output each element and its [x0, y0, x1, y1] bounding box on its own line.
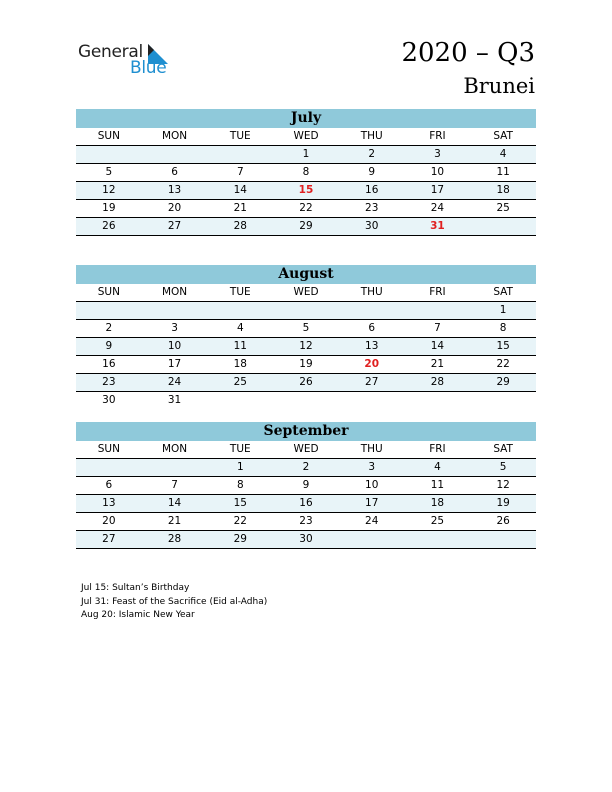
day-cell: 24 [365, 515, 379, 527]
weekday-label: WED [293, 130, 319, 142]
day-cell: 26 [299, 376, 313, 388]
month-august [76, 265, 536, 409]
week-row [76, 200, 536, 218]
day-cell: 17 [365, 497, 379, 509]
weekday-label: TUE [229, 443, 251, 455]
week-row [76, 477, 536, 495]
day-cell: 3 [434, 148, 441, 160]
day-cell [405, 531, 471, 548]
day-cell: 11 [430, 479, 445, 491]
weekday-label: SUN [97, 130, 120, 142]
day-cell: 12 [299, 340, 313, 352]
day-cell: 7 [434, 322, 441, 334]
day-cell [339, 531, 405, 548]
day-cell: 11 [496, 166, 510, 178]
day-cell: 14 [233, 184, 247, 196]
week-row [76, 218, 536, 236]
weekday-label: MON [161, 286, 188, 298]
day-cell: 6 [368, 322, 376, 334]
page-title: 2020 – Q3 [401, 38, 535, 68]
day-cell: 12 [496, 479, 510, 491]
weekday-label: TUE [229, 286, 251, 298]
week-row [76, 531, 536, 549]
day-cell: 30 [102, 394, 116, 406]
day-cell [142, 146, 208, 163]
day-cell: 13 [102, 497, 116, 509]
day-cell [142, 302, 208, 319]
weekday-label: THU [360, 443, 383, 455]
day-cell: 28 [167, 533, 182, 545]
day-cell: 30 [365, 220, 379, 232]
day-cell: 10 [430, 166, 445, 178]
logo-word-blue: Blue [130, 58, 167, 78]
day-cell: 2 [105, 322, 113, 334]
generalblue-logo [78, 42, 178, 78]
weekday-label: SUN [97, 286, 120, 298]
holiday-note: Jul 15: Sultan’s Birthday [81, 583, 190, 593]
day-cell: 29 [299, 220, 313, 232]
week-row [76, 356, 536, 374]
day-cell: 21 [167, 515, 182, 527]
weekday-label: WED [293, 443, 319, 455]
day-cell: 21 [430, 358, 445, 370]
weekday-label: FRI [429, 130, 446, 142]
day-cell: 26 [102, 220, 116, 232]
day-cell: 28 [233, 220, 247, 232]
weekday-label: SAT [493, 130, 513, 142]
day-cell: 27 [102, 533, 116, 545]
day-cell: 5 [499, 461, 507, 473]
day-cell: 19 [496, 497, 510, 509]
day-cell: 13 [167, 184, 182, 196]
day-cell: 13 [365, 340, 379, 352]
day-cell: 25 [496, 202, 510, 214]
day-cell: 23 [365, 202, 379, 214]
day-cell: 15 [233, 497, 247, 509]
day-cell: 16 [365, 184, 379, 196]
day-cell: 22 [299, 202, 313, 214]
day-cell: 3 [368, 461, 376, 473]
logo-word-general: General [78, 42, 143, 62]
month-title: July [76, 109, 536, 128]
day-cell: 8 [236, 479, 244, 491]
day-cell: 23 [102, 376, 116, 388]
month-title: September [76, 422, 536, 441]
week-row [76, 182, 536, 200]
day-cell [207, 302, 273, 319]
day-cell: 1 [499, 304, 507, 316]
day-cell [207, 146, 273, 163]
day-cell: 25 [430, 515, 445, 527]
day-cell [339, 302, 405, 319]
day-cell: 24 [430, 202, 445, 214]
day-cell: 20 [102, 515, 116, 527]
country-name: Brunei [463, 74, 535, 98]
day-cell: 16 [299, 497, 313, 509]
weekday-label: MON [161, 130, 188, 142]
month-title: August [76, 265, 536, 284]
weekday-label: THU [360, 286, 383, 298]
day-cell [470, 218, 536, 235]
day-cell [470, 392, 536, 409]
day-cell: 18 [430, 497, 445, 509]
day-cell: 8 [302, 166, 310, 178]
day-cell: 23 [299, 515, 313, 527]
month-july [76, 109, 536, 236]
week-row [76, 164, 536, 182]
weekday-label: FRI [429, 443, 446, 455]
day-cell [76, 146, 142, 163]
day-cell: 27 [365, 376, 379, 388]
day-cell: 6 [105, 479, 113, 491]
day-cell: 4 [236, 322, 244, 334]
day-cell: 30 [299, 533, 313, 545]
day-cell [76, 459, 142, 476]
day-cell: 21 [233, 202, 247, 214]
day-cell: 17 [167, 358, 182, 370]
day-cell [405, 302, 471, 319]
day-cell [142, 459, 208, 476]
week-row [76, 320, 536, 338]
day-cell: 2 [368, 148, 376, 160]
week-rows [76, 302, 536, 409]
day-cell: 7 [171, 479, 178, 491]
day-cell [273, 392, 339, 409]
weekday-label: TUE [229, 130, 251, 142]
weekday-header [76, 128, 536, 146]
day-cell: 31 [167, 394, 182, 406]
week-row [76, 459, 536, 477]
week-row [76, 513, 536, 531]
day-cell: 19 [102, 202, 116, 214]
day-cell: 7 [236, 166, 244, 178]
day-cell: 22 [233, 515, 247, 527]
day-cell: 20 [167, 202, 182, 214]
day-cell: 26 [496, 515, 510, 527]
day-cell: 10 [365, 479, 379, 491]
day-cell: 29 [233, 533, 247, 545]
week-rows [76, 146, 536, 236]
weekday-label: SAT [493, 443, 513, 455]
day-cell: 2 [302, 461, 310, 473]
day-cell: 16 [102, 358, 116, 370]
day-cell [76, 302, 142, 319]
day-cell: 12 [102, 184, 116, 196]
day-cell: 6 [171, 166, 178, 178]
day-cell: 25 [233, 376, 247, 388]
day-cell: 11 [233, 340, 247, 352]
holiday-note: Aug 20: Islamic New Year [81, 610, 195, 620]
week-row [76, 495, 536, 513]
day-cell: 4 [434, 461, 441, 473]
day-cell: 5 [105, 166, 113, 178]
week-row [76, 374, 536, 392]
day-cell: 17 [430, 184, 445, 196]
weekday-label: THU [360, 130, 383, 142]
holiday-note: Jul 31: Feast of the Sacrifice (Eid al-Adha) [81, 596, 268, 607]
day-cell: 1 [236, 461, 244, 473]
day-cell: 19 [299, 358, 313, 370]
day-cell: 9 [302, 479, 310, 491]
weekday-label: SAT [493, 286, 513, 298]
weekday-label: MON [161, 443, 188, 455]
day-cell [339, 392, 405, 409]
day-cell: 3 [171, 322, 178, 334]
weekday-header [76, 284, 536, 302]
holiday-day-cell: 15 [298, 184, 314, 196]
holiday-day-cell: 20 [364, 358, 380, 370]
week-row [76, 392, 536, 409]
month-september [76, 422, 536, 549]
day-cell: 10 [167, 340, 182, 352]
day-cell: 28 [430, 376, 445, 388]
day-cell: 14 [167, 497, 182, 509]
weekday-label: SUN [97, 443, 120, 455]
day-cell [405, 392, 471, 409]
holiday-notes [81, 582, 267, 623]
holiday-day-cell: 31 [430, 220, 445, 232]
weekday-label: FRI [429, 286, 446, 298]
day-cell: 27 [167, 220, 182, 232]
day-cell: 8 [499, 322, 507, 334]
day-cell [470, 531, 536, 548]
day-cell: 5 [302, 322, 310, 334]
weekday-label: WED [293, 286, 319, 298]
day-cell [207, 392, 273, 409]
week-row [76, 338, 536, 356]
day-cell: 29 [496, 376, 510, 388]
day-cell: 9 [105, 340, 113, 352]
weekday-header [76, 441, 536, 459]
day-cell: 1 [302, 148, 310, 160]
day-cell [273, 302, 339, 319]
day-cell: 18 [233, 358, 247, 370]
day-cell: 4 [499, 148, 507, 160]
week-row [76, 146, 536, 164]
day-cell: 9 [368, 166, 376, 178]
day-cell: 18 [496, 184, 510, 196]
day-cell: 24 [167, 376, 182, 388]
week-rows [76, 459, 536, 549]
week-row [76, 302, 536, 320]
day-cell: 14 [430, 340, 445, 352]
day-cell: 22 [496, 358, 510, 370]
day-cell: 15 [496, 340, 510, 352]
